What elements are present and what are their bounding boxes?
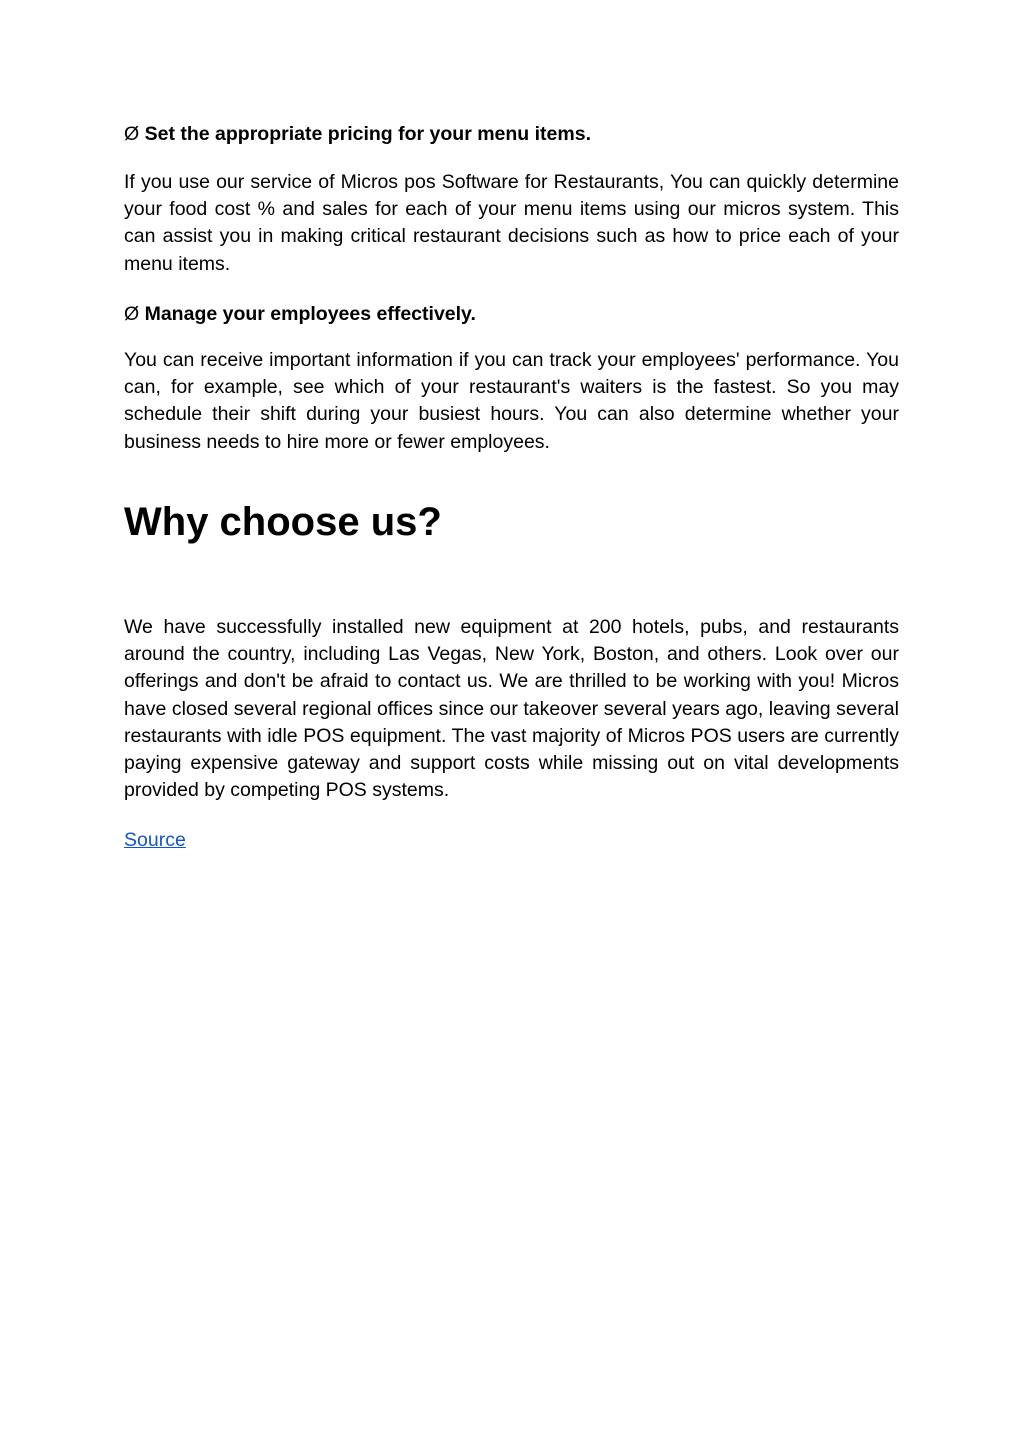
pricing-heading bbox=[124, 121, 899, 148]
pricing-paragraph: If you use our service of Micros pos Software for Restaurants, You can quickly determine your food cost % and sales for each of your menu items using our micros system. This can assist you in making critical restaurant decisions such as how to price each of your menu items. bbox=[124, 171, 899, 275]
pricing-heading-text: Set the appropriate pricing for your menu items. bbox=[144, 123, 591, 145]
source-link[interactable]: Source bbox=[124, 829, 186, 851]
bullet-arrow-icon: Ø bbox=[124, 123, 140, 145]
bullet-arrow-icon: Ø bbox=[124, 303, 140, 325]
why-choose-us-paragraph: We have successfully installed new equipment at 200 hotels, pubs, and restaurants around the country, including Las Vegas, New York, Boston, and others. Look over our offerings and don't be afraid to contact us. We are thrilled to be working with you! Micros have closed several regional offices since our takeover several years ago, leaving several restaurants with idle POS equipment. The vast majority of Micros POS users are currently paying expensive gateway and support costs while missing out on vital developments provided by competing POS systems. bbox=[124, 616, 899, 802]
employees-paragraph: You can receive important information if you can track your employees' performance. You can, for example, see which of your restaurant's waiters is the fastest. So you may schedule their shift during your busiest hours. You can also determine whether your business needs to hire more or fewer employees. bbox=[124, 349, 899, 453]
employees-heading bbox=[124, 301, 899, 328]
employees-heading-text: Manage your employees effectively. bbox=[144, 303, 476, 325]
why-choose-us-title: Why choose us? bbox=[124, 500, 442, 544]
